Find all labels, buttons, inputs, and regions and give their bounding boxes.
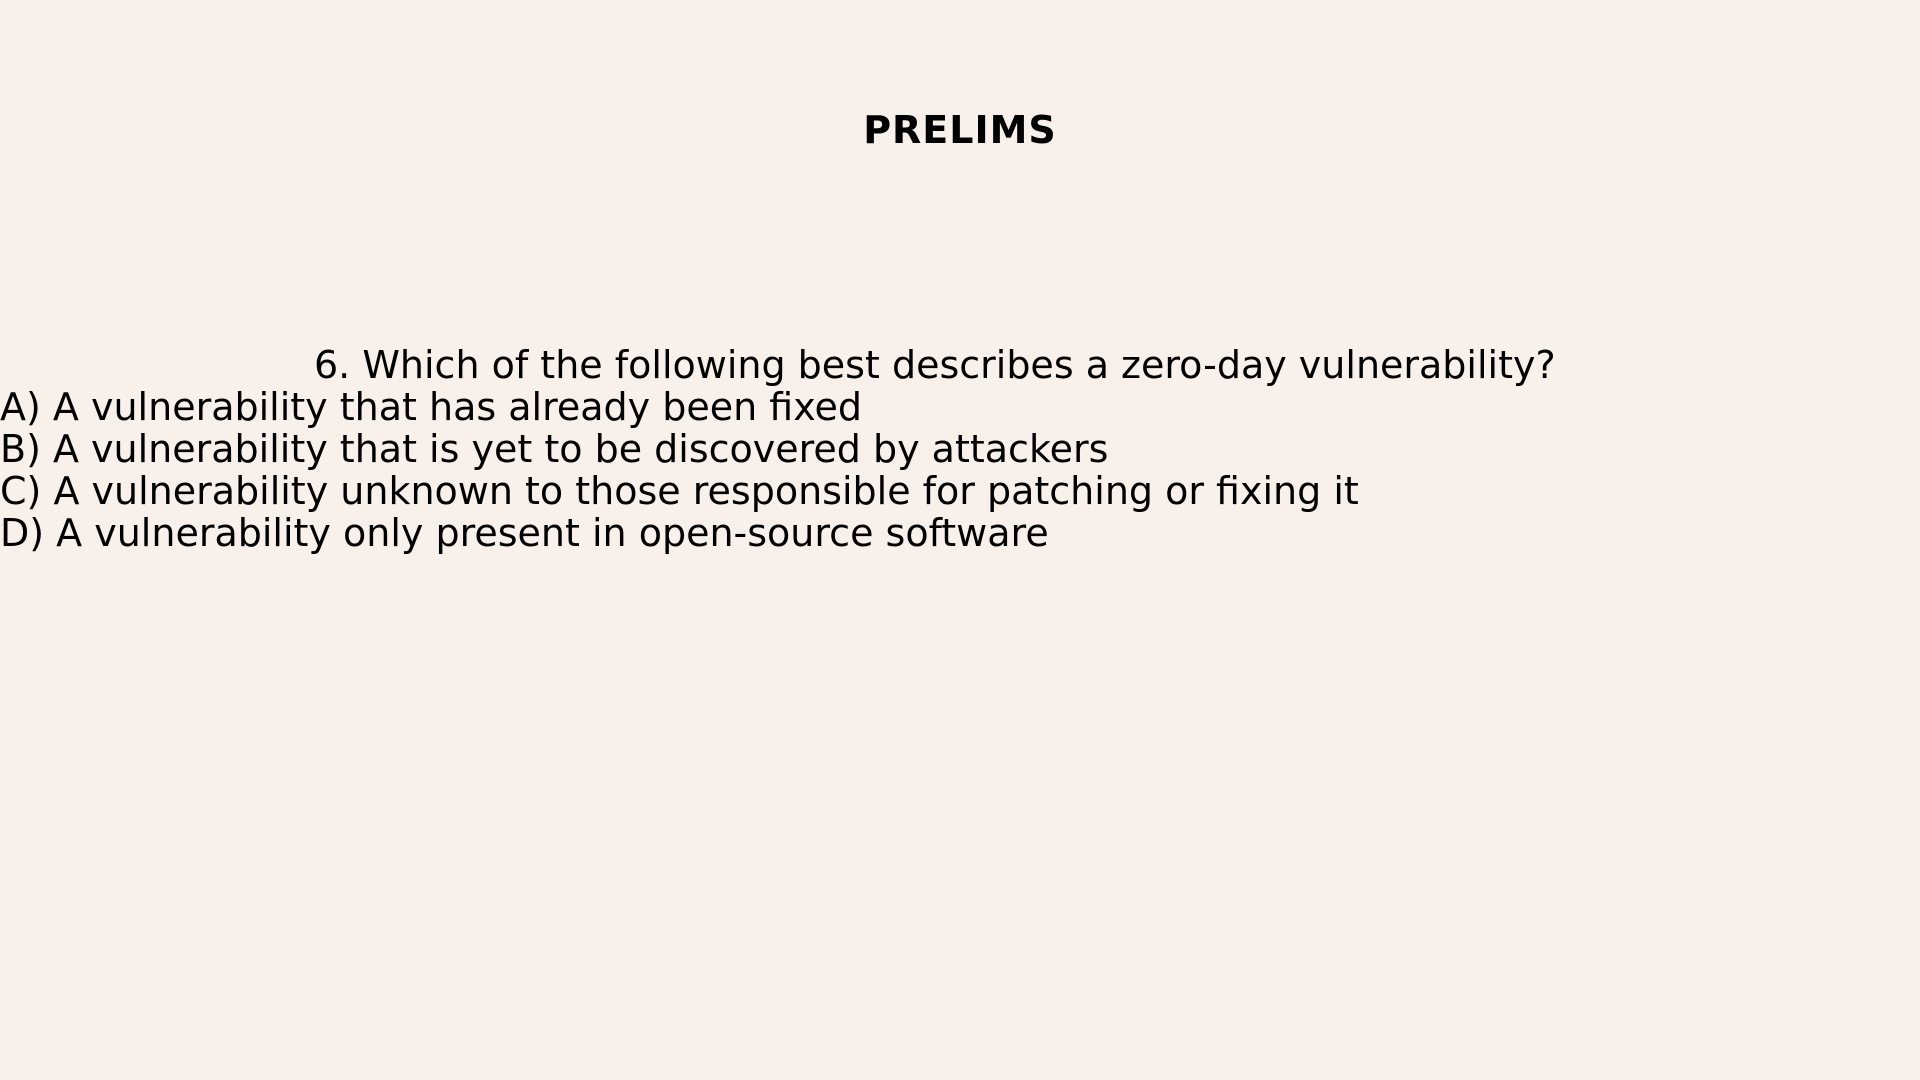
answer-options-list	[0, 386, 1359, 554]
question-text: 6. Which of the following best describes a zero-day vulnerability?	[314, 343, 1556, 387]
option-a: A) A vulnerability that has already been fixed	[0, 385, 863, 429]
option-b: B) A vulnerability that is yet to be discovered by attackers	[0, 427, 1109, 471]
option-d: D) A vulnerability only present in open-source software	[0, 511, 1049, 555]
option-c: C) A vulnerability unknown to those responsible for patching or fixing it	[0, 469, 1359, 513]
slide-title: PRELIMS	[863, 108, 1057, 152]
